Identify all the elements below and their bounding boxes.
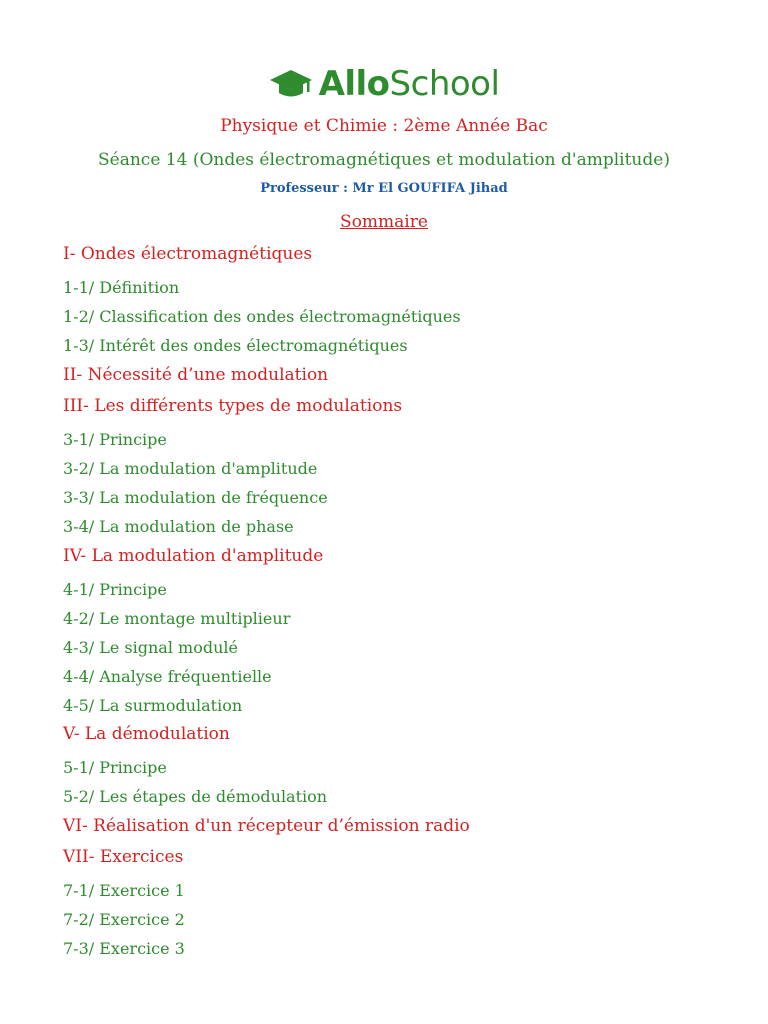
toc-subsection: 1-3/ Intérêt des ondes électromagnétiques: [63, 336, 408, 355]
toc-subsection: 1-2/ Classification des ondes électromagnétiques: [63, 307, 461, 326]
toc-subsection: 5-1/ Principe: [63, 758, 167, 777]
toc-section: VII- Exercices: [63, 847, 184, 867]
toc-section: III- Les différents types de modulations: [63, 396, 403, 416]
toc-subsection: 7-2/ Exercice 2: [63, 910, 185, 929]
summary-heading: Sommaire: [340, 212, 428, 232]
professor-name: Professeur : Mr El GOUFIFA Jihad: [260, 181, 508, 196]
toc-section: II- Nécessité d’une modulation: [63, 365, 329, 385]
toc-subsection: 3-4/ La modulation de phase: [63, 517, 294, 536]
alloschool-logo: [0, 64, 768, 104]
toc-subsection: 4-5/ La surmodulation: [63, 696, 243, 715]
logo-text-regular: School: [389, 64, 500, 104]
toc-section: I- Ondes électromagnétiques: [63, 244, 313, 264]
subject-title: Physique et Chimie : 2ème Année Bac: [220, 116, 548, 136]
toc-subsection: 3-1/ Principe: [63, 430, 167, 449]
toc-section: V- La démodulation: [63, 724, 230, 744]
logo-text: [319, 64, 500, 104]
toc-subsection: 4-3/ Le signal modulé: [63, 638, 238, 657]
logo-text-bold: Allo: [318, 64, 390, 104]
toc-subsection: 5-2/ Les étapes de démodulation: [63, 787, 328, 806]
toc-subsection: 4-4/ Analyse fréquentielle: [63, 667, 272, 686]
toc-subsection: 3-3/ La modulation de fréquence: [63, 488, 328, 507]
graduation-cap-icon: [269, 67, 313, 101]
toc-section: VI- Réalisation d'un récepteur d’émission radio: [63, 816, 470, 836]
toc-subsection: 7-1/ Exercice 1: [63, 881, 185, 900]
toc-subsection: 1-1/ Définition: [63, 278, 180, 297]
toc-subsection: 4-2/ Le montage multiplieur: [63, 609, 291, 628]
toc-section: IV- La modulation d'amplitude: [63, 546, 324, 566]
toc-subsection: 7-3/ Exercice 3: [63, 939, 185, 958]
toc-subsection: 4-1/ Principe: [63, 580, 167, 599]
seance-title: Séance 14 (Ondes électromagnétiques et modulation d'amplitude): [98, 150, 670, 170]
toc-subsection: 3-2/ La modulation d'amplitude: [63, 459, 318, 478]
